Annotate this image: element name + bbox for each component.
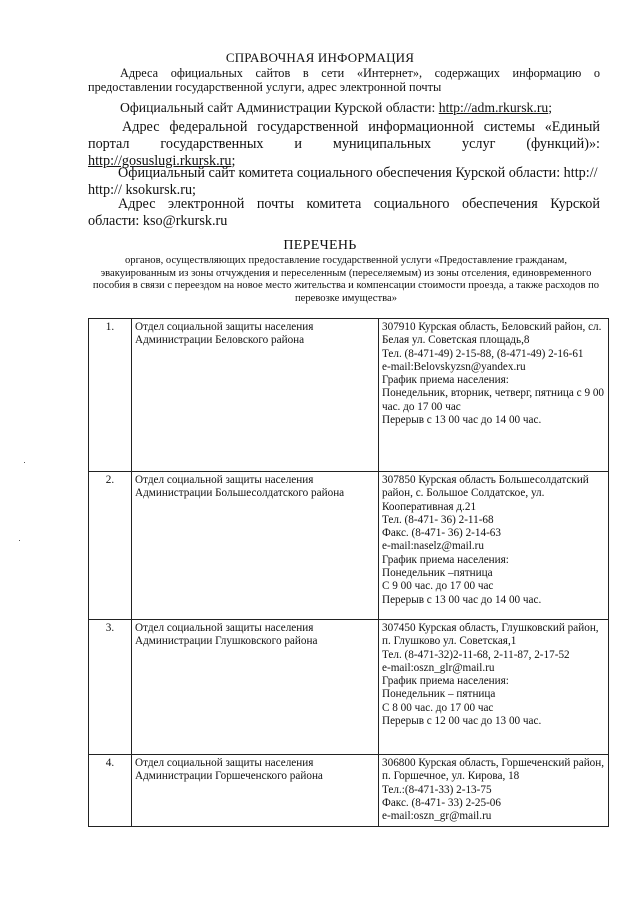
table-row — [89, 755, 609, 827]
email-line: e-mail:oszn_glr@mail.ru — [382, 661, 495, 674]
table-row — [89, 620, 609, 755]
committee-site-paragraph: Официальный сайт комитета социального обеспечения Курской области: http:// http:// ksokursk.ru; — [88, 165, 598, 198]
phone-line: Тел.:(8-471-33) 2-13-75 — [382, 783, 492, 796]
schedule-break: Перерыв с 12 00 час до 13 00 час. — [382, 715, 542, 728]
address-line: 306800 Курская область, Горшеченский район, п. Горшечное, ул. Кирова, 18 — [382, 757, 605, 783]
address-line: 307450 Курская область, Глушковский район, п. Глушково ул. Советская,1 — [382, 622, 599, 648]
schedule-heading: График приема населения: — [382, 675, 509, 688]
agency-contacts — [379, 620, 609, 755]
agency-contacts — [379, 319, 609, 472]
agency-contacts — [379, 755, 609, 827]
agency-name: Отдел социальной защиты населения Администрации Беловского района — [132, 319, 379, 472]
address-line: 307850 Курская область Большесолдатский район, с. Большое Солдатское, ул. Кооперативная д.21 — [382, 474, 589, 513]
email-line: e-mail:Belovskyzsn@yandex.ru — [382, 360, 526, 373]
list-title: ПЕРЕЧЕНЬ — [283, 238, 357, 253]
agency-name: Отдел социальной защиты населения Администрации Горшеченского района — [132, 755, 379, 827]
agency-name: Отдел социальной защиты населения Администрации Большесолдатского района — [132, 472, 379, 620]
row-number: 1. — [89, 319, 132, 472]
schedule-heading: График приема населения: — [382, 374, 509, 387]
portal-tail: ; — [231, 153, 236, 169]
schedule-days: Понедельник – пятница — [382, 688, 496, 701]
row-number: 2. — [89, 472, 132, 620]
scan-speck — [19, 540, 20, 541]
committee-email-paragraph: Адрес электронной почты комитета социального обеспечения Курской области: kso@rkursk.ru — [88, 196, 600, 229]
agency-contacts — [379, 472, 609, 620]
schedule-heading: График приема населения: — [382, 553, 509, 566]
phone-line: Тел. (8-471- 36) 2-11-68 — [382, 513, 494, 526]
portal-text: Адрес федеральной государственной информационной системы «Единый портал государственных и муниципальных услуг (функций)»: — [88, 119, 600, 152]
table-row — [89, 472, 609, 620]
email-line: e-mail:naselz@mail.ru — [382, 540, 484, 553]
intro-paragraph: Адреса официальных сайтов в сети «Интернет», содержащих информацию о предоставлении государственной услуги, адрес электронной почты — [88, 66, 600, 94]
row-number: 4. — [89, 755, 132, 827]
schedule-days: Понедельник –пятница — [382, 567, 493, 580]
portal-link[interactable]: http://gosuslugi.rkursk.ru — [88, 153, 232, 169]
agency-name: Отдел социальной защиты населения Администрации Глушковского района — [132, 620, 379, 755]
email-line: e-mail:oszn_gr@mail.ru — [382, 810, 492, 823]
reference-info-title: СПРАВОЧНАЯ ИНФОРМАЦИЯ — [225, 50, 415, 65]
admin-site-link[interactable]: http://adm.rkursk.ru — [438, 100, 549, 115]
fax-line: Факс. (8-471- 33) 2-25-06 — [382, 796, 501, 809]
address-line: 307910 Курская область, Беловский район, сл. Белая ул. Советская площадь,8 — [382, 321, 602, 347]
schedule-break: Перерыв с 13 00 час до 14 00 час. — [382, 414, 542, 427]
admin-site-tail: ; — [548, 100, 553, 115]
phone-line: Тел. (8-471-32)2-11-68, 2-11-87, 2-17-52 — [382, 648, 570, 661]
portal-paragraph — [88, 119, 600, 170]
table-row — [89, 319, 609, 472]
list-subtitle: органов, осуществляющих предоставление государственной услуги «Предоставление гражданам, эвакуированным из зоны отчуждения и переселенным (переселяемым) из зоны отселения, единовременного пособия в связи с переездом на новое место жительства и компенсации стоимости проезда, а также расходов по перевозке имущества» — [92, 255, 600, 304]
admin-site-paragraph — [88, 99, 600, 117]
scan-speck — [24, 462, 25, 463]
fax-line: Факс. (8-471- 36) 2-14-63 — [382, 527, 501, 540]
schedule-hours: С 9 00 час. до 17 00 час — [382, 580, 494, 593]
schedule-days: Понедельник, вторник, четверг, пятница с 9 00 час. до 17 00 час — [382, 387, 605, 413]
admin-site-label: Официальный сайт Администрации Курской области: — [120, 100, 436, 115]
schedule-hours: С 8 00 час. до 17 00 час — [382, 701, 494, 714]
row-number: 3. — [89, 620, 132, 755]
agencies-table — [88, 318, 609, 827]
phone-line: Тел. (8-471-49) 2-15-88, (8-471-49) 2-16-61 — [382, 347, 584, 360]
schedule-break: Перерыв с 13 00 час до 14 00 час. — [382, 593, 542, 606]
